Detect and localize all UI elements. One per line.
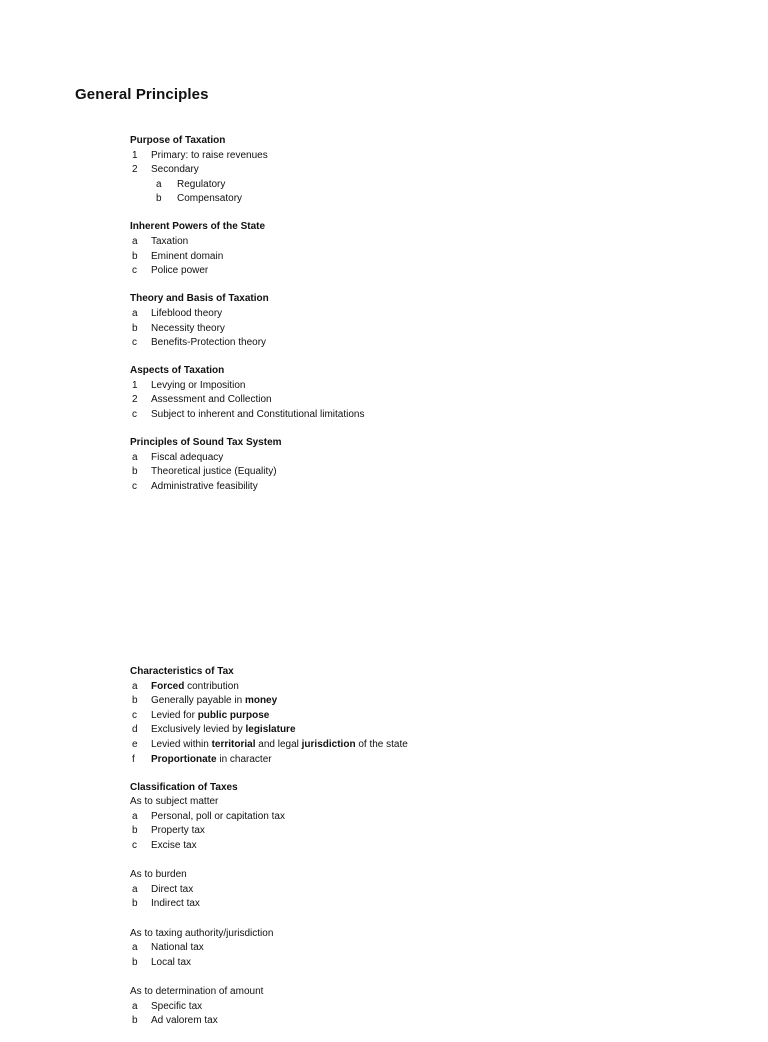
section-title: Theory and Basis of Taxation <box>130 293 269 305</box>
list-marker: a <box>132 810 138 822</box>
list-item <box>130 408 690 423</box>
list-marker: b <box>132 956 138 968</box>
list-text: Excise tax <box>151 840 197 852</box>
content-column-top <box>130 134 690 508</box>
list-text: National tax <box>151 942 204 954</box>
section-title: Purpose of Taxation <box>130 135 226 146</box>
list-text: Levying or Imposition <box>151 379 246 391</box>
section-purpose-of-taxation <box>130 134 690 207</box>
list-item <box>130 824 690 839</box>
list-item <box>130 149 690 164</box>
list-marker: b <box>156 193 162 205</box>
list-text: Eminent domain <box>151 250 224 262</box>
section-classification-of-taxes <box>130 781 690 1029</box>
content-column-bottom <box>130 665 690 1042</box>
list-item <box>130 810 690 825</box>
list-text: Taxation <box>151 236 189 248</box>
list-text: Indirect tax <box>151 898 200 910</box>
list-item <box>130 250 690 265</box>
list-marker: a <box>132 451 138 463</box>
section-title: Classification of Taxes <box>130 781 238 793</box>
list-marker: 1 <box>132 149 138 161</box>
list-marker: 2 <box>132 164 138 176</box>
list-text: Benefits-Protection theory <box>151 337 267 349</box>
sub-list-item <box>130 178 690 193</box>
list-text: Exclusively levied by legislature <box>151 724 296 736</box>
list-marker: b <box>132 1015 138 1027</box>
list-item <box>130 738 690 753</box>
list-text: Proportionate in character <box>151 753 272 765</box>
classification-group-determination-of-amount <box>130 985 690 1029</box>
list-item <box>130 451 690 466</box>
list-text: Secondary <box>151 164 199 176</box>
group-label: As to taxing authority/jurisdiction <box>130 927 274 939</box>
section-title: Principles of Sound Tax System <box>130 437 282 449</box>
section-title: Aspects of Taxation <box>130 365 225 377</box>
list-text: Compensatory <box>177 193 243 205</box>
list-item <box>130 753 690 768</box>
list-item <box>130 480 690 495</box>
classification-group-subject-matter <box>130 795 690 853</box>
list-marker: a <box>132 680 138 692</box>
list-item <box>130 723 690 738</box>
list-marker: e <box>132 738 138 750</box>
list-marker: c <box>132 480 137 492</box>
list-marker: c <box>132 709 137 721</box>
group-label: As to subject matter <box>130 796 219 808</box>
list-text: Personal, poll or capitation tax <box>151 810 285 822</box>
list-text: Levied within territorial and legal jurisdiction of the state <box>151 738 408 750</box>
list-text: Assessment and Collection <box>151 394 272 406</box>
list-item <box>130 322 690 337</box>
list-marker: a <box>132 883 138 895</box>
list-item <box>130 694 690 709</box>
list-marker: a <box>156 178 162 190</box>
list-text: Police power <box>151 265 209 277</box>
list-marker: a <box>132 942 138 954</box>
list-item <box>130 1014 690 1029</box>
list-text: Levied for public purpose <box>151 709 270 721</box>
list-marker: d <box>132 724 138 736</box>
list-text: Generally payable in money <box>151 695 278 707</box>
classification-group-burden <box>130 868 690 912</box>
list-text: Subject to inherent and Constitutional limitations <box>151 409 365 420</box>
list-marker: b <box>132 825 138 837</box>
list-marker: b <box>132 695 138 707</box>
list-marker: a <box>132 236 138 248</box>
list-text: Theoretical justice (Equality) <box>151 466 277 478</box>
list-marker: b <box>132 466 138 478</box>
list-text: Primary: to raise revenues <box>151 149 268 161</box>
list-item <box>130 163 690 178</box>
section-title: Characteristics of Tax <box>130 666 234 677</box>
list-marker: c <box>132 265 137 277</box>
list-item <box>130 1000 690 1015</box>
list-marker: c <box>132 337 137 349</box>
list-marker: b <box>132 898 138 910</box>
list-text: Administrative feasibility <box>151 480 258 492</box>
list-text: Lifeblood theory <box>151 307 223 319</box>
list-item <box>130 897 690 912</box>
list-item <box>130 379 690 394</box>
list-marker: a <box>132 307 138 319</box>
list-text: Property tax <box>151 825 205 837</box>
section-inherent-powers <box>130 220 690 278</box>
list-marker: c <box>132 840 137 852</box>
list-marker: 2 <box>132 394 138 406</box>
list-text: Regulatory <box>177 178 226 190</box>
section-aspects-of-taxation <box>130 364 690 422</box>
list-marker: b <box>132 250 138 262</box>
list-item <box>130 393 690 408</box>
list-text: Ad valorem tax <box>151 1015 218 1027</box>
group-label: As to burden <box>130 869 187 881</box>
list-item <box>130 465 690 480</box>
group-label: As to determination of amount <box>130 985 264 997</box>
list-item <box>130 307 690 322</box>
section-theory-and-basis <box>130 292 690 350</box>
list-text: Local tax <box>151 956 192 968</box>
page-title: General Principles <box>75 86 209 103</box>
list-item <box>130 839 690 854</box>
list-text: Fiscal adequacy <box>151 451 224 463</box>
list-marker: b <box>132 322 138 334</box>
section-characteristics-of-tax <box>130 665 690 767</box>
section-title: Inherent Powers of the State <box>130 221 266 233</box>
list-text: Necessity theory <box>151 322 225 334</box>
list-item <box>130 235 690 250</box>
list-text: Forced contribution <box>151 680 239 692</box>
list-text: Direct tax <box>151 883 194 895</box>
sub-list-item <box>130 192 690 207</box>
list-item <box>130 709 690 724</box>
list-marker: f <box>132 753 135 765</box>
list-marker: 1 <box>132 379 138 391</box>
list-item <box>130 264 690 279</box>
list-item <box>130 883 690 898</box>
list-item <box>130 336 690 351</box>
list-item <box>130 956 690 971</box>
section-sound-tax-system <box>130 436 690 494</box>
list-item <box>130 941 690 956</box>
classification-group-taxing-authority <box>130 927 690 971</box>
list-item <box>130 680 690 695</box>
list-marker: c <box>132 409 137 420</box>
list-text: Specific tax <box>151 1000 203 1012</box>
list-marker: a <box>132 1000 138 1012</box>
